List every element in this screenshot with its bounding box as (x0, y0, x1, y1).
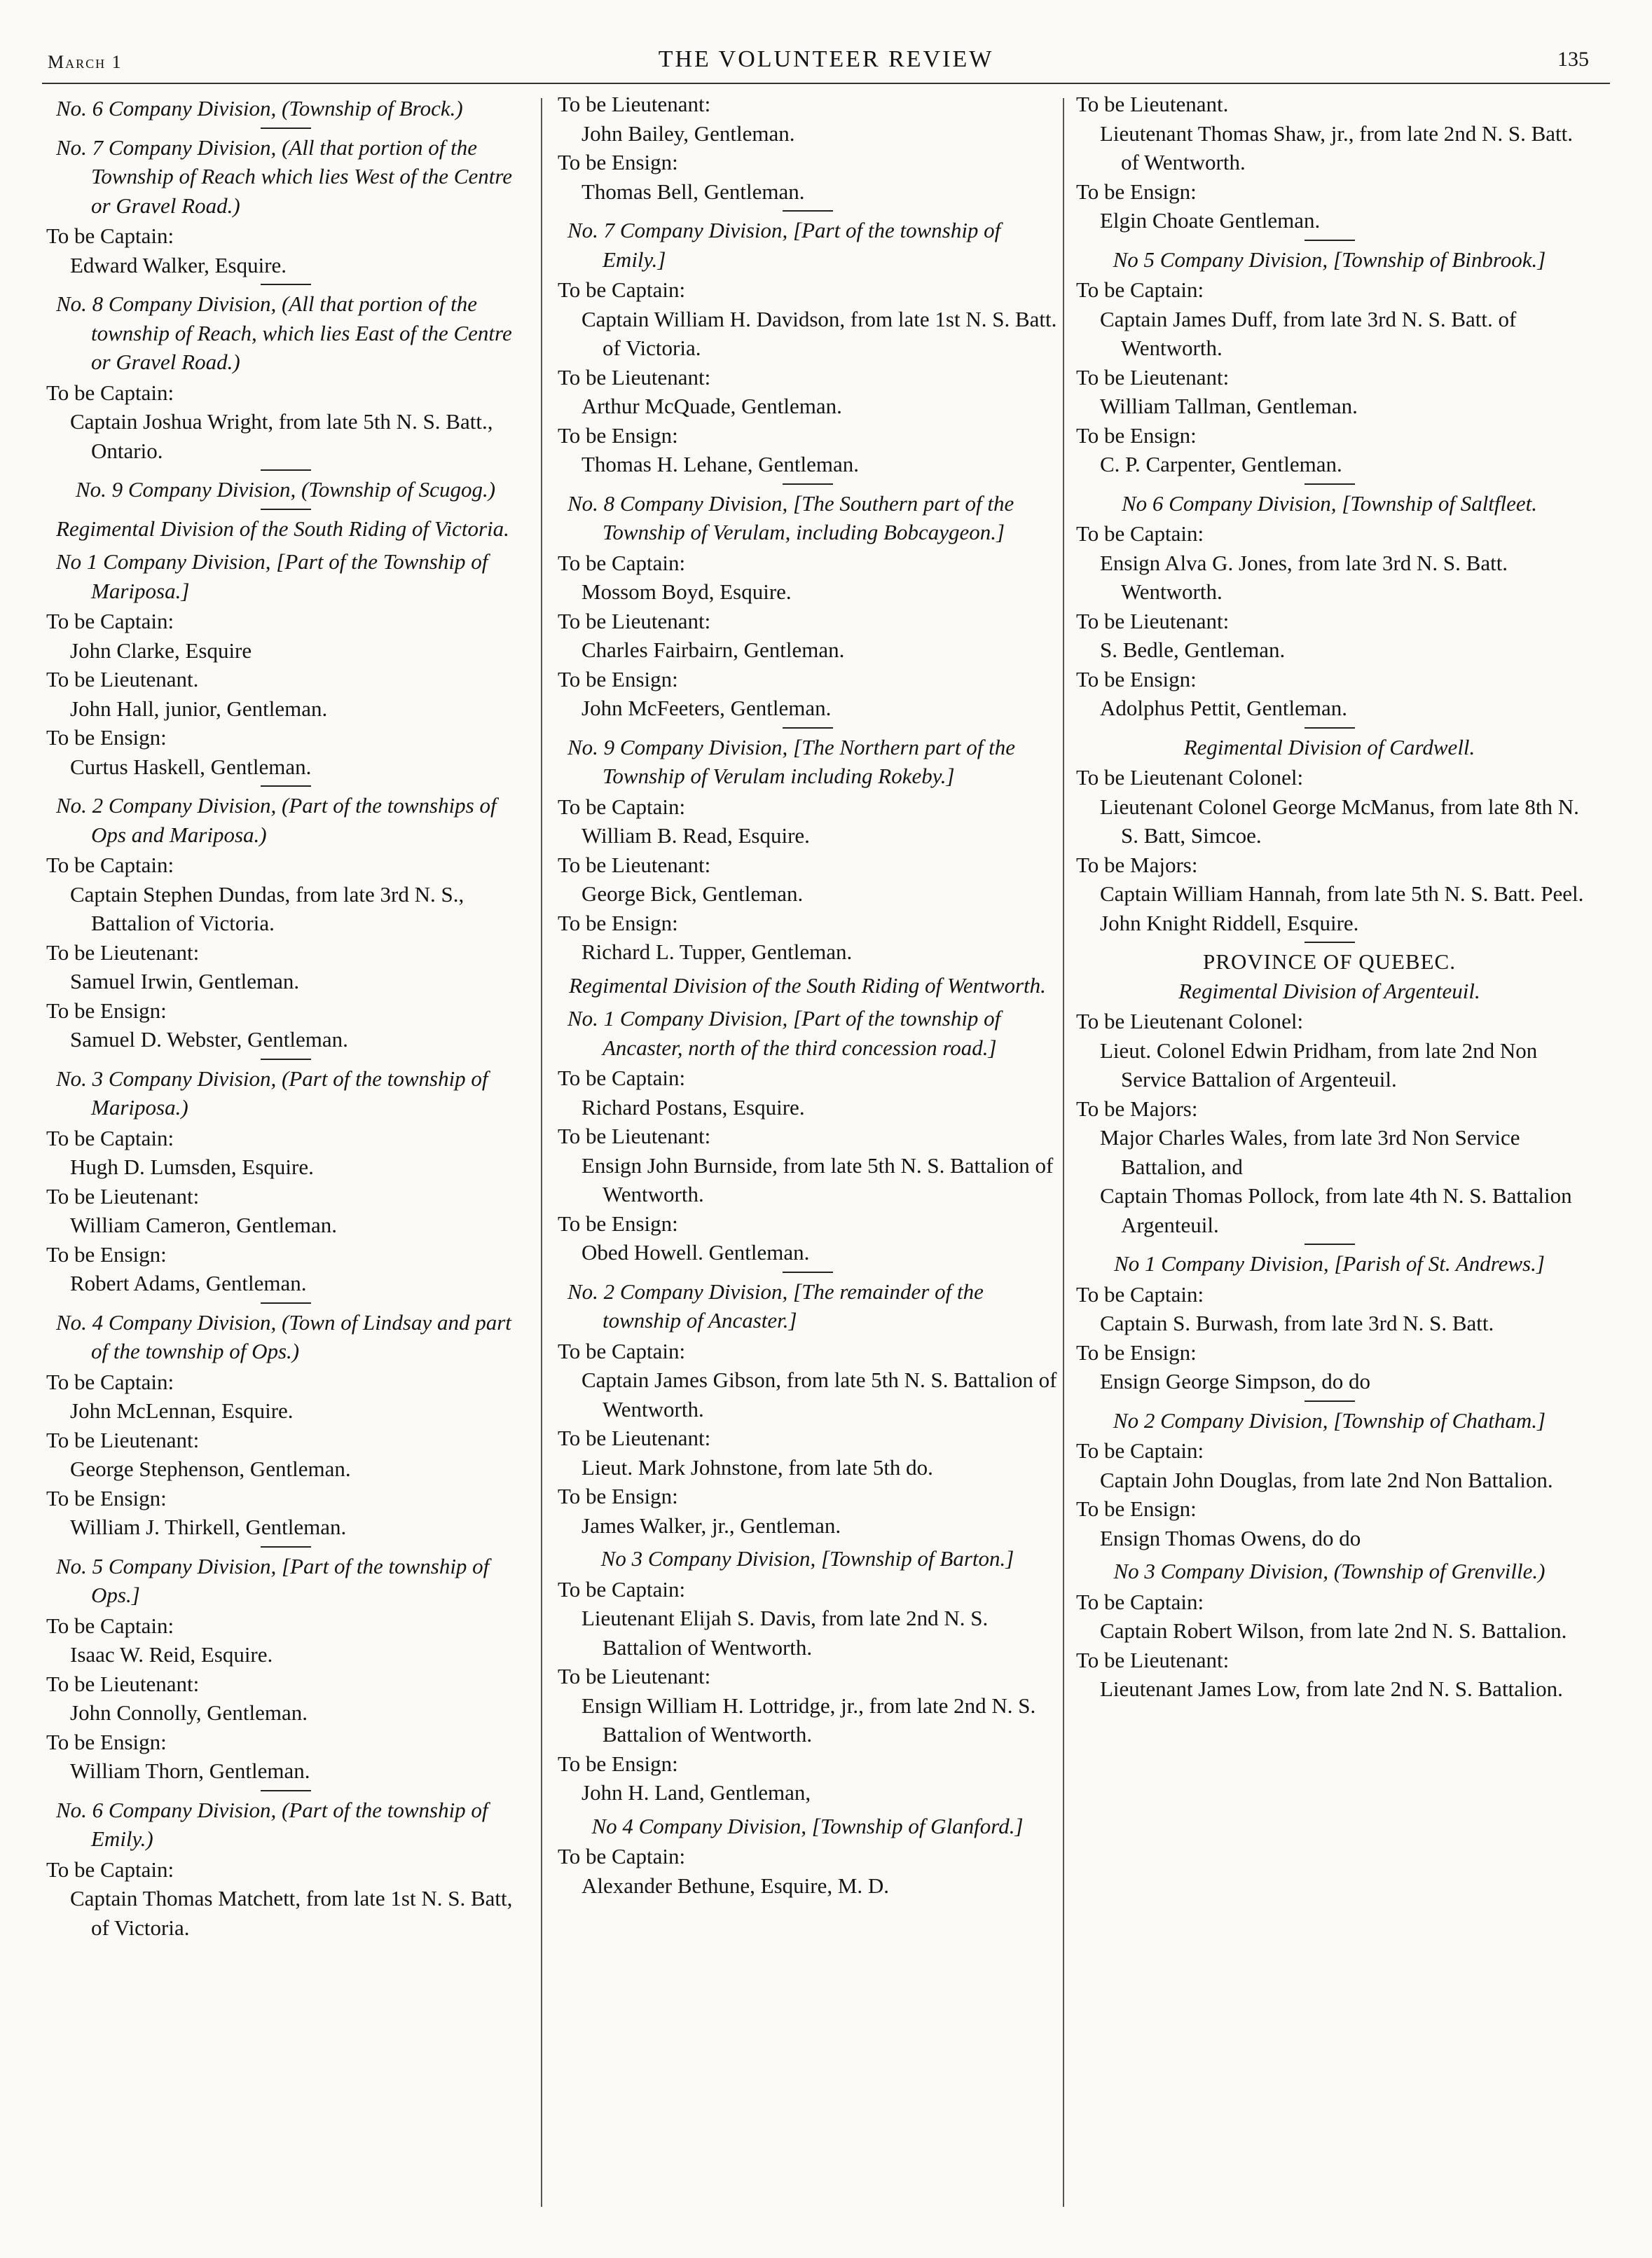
appointee: Thomas Bell, Gentleman. (581, 179, 805, 204)
appointment-label: To be Captain: (46, 1369, 174, 1394)
appointee: Lieut. Mark Johnstone, from late 5th do. (581, 1454, 933, 1480)
appointment-label: To be Lieutenant: (558, 608, 711, 633)
appointment-label: To be Captain: (46, 853, 174, 877)
appointee: Isaac W. Reid, Esquire. (70, 1642, 273, 1667)
division-heading: No. 7 Company Division, (All that portion of the Township of Reach which lies West of the Centre or Gravel Road.) (56, 135, 513, 218)
appointment-label: To be Lieutenant Colonel: (1076, 1009, 1304, 1033)
appointee: Richard L. Tupper, Gentleman. (581, 939, 853, 964)
appointee: Major Charles Wales, from late 3rd Non Service Battalion, and (1100, 1125, 1520, 1179)
appointee: William J. Thirkell, Gentleman. (70, 1515, 347, 1539)
section-divider (1305, 240, 1355, 241)
division-heading: No. 6 Company Division, (Township of Brock.) (56, 96, 463, 121)
appointment-label: To be Captain: (46, 1857, 174, 1882)
appointment-label: To be Captain: (558, 550, 686, 575)
appointee: Ensign Thomas Owens, do do (1100, 1525, 1361, 1550)
division-heading: No. 1 Company Division, [Part of the township of Ancaster, north of the third concession road.] (567, 1006, 1001, 1060)
appointee: George Bick, Gentleman. (581, 881, 804, 906)
section-divider (261, 1302, 311, 1304)
section-divider (261, 128, 311, 129)
section-divider (783, 210, 833, 212)
appointment-label: To be Lieutenant: (46, 1183, 200, 1209)
section-divider (783, 483, 833, 485)
appointee: Ensign George Simpson, do do (1100, 1369, 1371, 1393)
appointment-label: To be Ensign: (558, 910, 678, 935)
appointment-label: To be Captain: (558, 277, 686, 302)
division-heading: No. 7 Company Division, [Part of the township of Emily.] (567, 218, 1001, 272)
appointment-label: To be Lieutenant: (46, 1427, 200, 1452)
appointee: Mossom Boyd, Esquire. (581, 579, 792, 604)
appointment-label: To be Captain: (558, 794, 686, 819)
appointment-label: To be Ensign: (46, 1485, 167, 1510)
appointee: Captain Stephen Dundas, from late 3rd N. S., Battalion of Victoria. (70, 881, 464, 935)
header-rule (42, 83, 1610, 84)
section-divider (261, 1059, 311, 1060)
division-heading: No. 2 Company Division, (Part of the townships of Ops and Mariposa.) (56, 793, 497, 847)
division-heading: No 3 Company Division, (Township of Grenville.) (1113, 1559, 1546, 1583)
appointee: Alexander Bethune, Esquire, M. D. (581, 1873, 890, 1898)
section-divider (1305, 727, 1355, 729)
column-divider (1063, 98, 1064, 2207)
appointment-label: To be Ensign: (1076, 179, 1197, 204)
appointee: Curtus Haskell, Gentleman. (70, 754, 312, 779)
regiment-heading: Regimental Division of Argenteuil. (1178, 978, 1480, 1003)
division-heading: No 1 Company Division, [Part of the Township of Mariposa.] (56, 549, 488, 603)
appointment-label: To be Captain: (558, 1066, 686, 1090)
appointee: Edward Walker, Esquire. (70, 252, 287, 277)
division-heading: No. 5 Company Division, [Part of the township of Ops.] (56, 1553, 490, 1607)
page-header (42, 43, 1610, 78)
appointee: Ensign John Burnside, from late 5th N. S. Battalion of Wentworth. (581, 1152, 1054, 1206)
column-2 (553, 90, 1061, 2219)
appointment-label: To be Ensign: (558, 150, 678, 174)
section-divider (261, 1546, 311, 1548)
appointee: Lieutenant Elijah S. Davis, from late 2nd N. S. Battalion of Wentworth. (581, 1606, 989, 1660)
appointment-label: To be Captain: (558, 1844, 686, 1868)
appointee: John Knight Riddell, Esquire. (1100, 910, 1359, 935)
appointee: Elgin Choate Gentleman. (1100, 208, 1321, 233)
appointment-label: To be Captain: (1076, 277, 1204, 302)
appointment-label: To be Ensign: (558, 422, 678, 448)
appointment-label: To be Captain: (558, 1338, 686, 1363)
division-heading: No 6 Company Division, [Township of Saltfleet. (1121, 490, 1538, 516)
column-divider (541, 98, 542, 2207)
appointee: Charles Fairbairn, Gentleman. (581, 638, 845, 662)
appointee: Ensign William H. Lottridge, jr., from late 2nd N. S. Battalion of Wentworth. (581, 1693, 1036, 1747)
province-heading: PROVINCE OF QUEBEC. (1203, 949, 1456, 974)
division-heading: No. 3 Company Division, (Part of the township of Mariposa.) (56, 1066, 488, 1120)
appointee: Captain James Duff, from late 3rd N. S. Batt. of Wentworth. (1100, 306, 1517, 360)
appointee: S. Bedle, Gentleman. (1100, 638, 1286, 662)
section-divider (261, 1790, 311, 1791)
appointment-label: To be Lieutenant: (558, 92, 711, 116)
appointee: Obed Howell. Gentleman. (581, 1240, 810, 1265)
division-heading: No. 2 Company Division, [The remainder of the township of Ancaster.] (567, 1279, 984, 1333)
appointee: Samuel Irwin, Gentleman. (70, 969, 300, 993)
appointee: C. P. Carpenter, Gentleman. (1100, 452, 1342, 476)
appointee: Hugh D. Lumsden, Esquire. (70, 1155, 314, 1179)
section-divider (1305, 483, 1355, 485)
appointment-label: To be Captain: (558, 1576, 686, 1602)
division-heading: No 1 Company Division, [Parish of St. Andrews.] (1114, 1251, 1545, 1276)
division-heading: No 3 Company Division, [Township of Barton.] (600, 1546, 1014, 1571)
division-heading: No. 8 Company Division, [The Southern part of the Township of Verulam, including Bobcaygeon.] (567, 490, 1014, 544)
division-heading: No 5 Company Division, [Township of Binbrook.] (1113, 247, 1546, 272)
appointment-label: To be Ensign: (46, 1729, 167, 1754)
section-divider (261, 785, 311, 787)
publication-title: THE VOLUNTEER REVIEW (658, 46, 994, 72)
appointee: Lieutenant Thomas Shaw, jr., from late 2nd N. S. Batt. of Wentworth. (1100, 121, 1574, 174)
appointee: Lieutenant James Low, from late 2nd N. S. Battalion. (1100, 1677, 1563, 1701)
appointee: John McFeeters, Gentleman. (581, 696, 832, 720)
appointee: Richard Postans, Esquire. (581, 1094, 805, 1120)
appointment-label: To be Lieutenant: (558, 1124, 711, 1148)
appointee: Captain Joshua Wright, from late 5th N. S. Batt., Ontario. (70, 409, 493, 463)
section-divider (261, 284, 311, 285)
appointee: John Connolly, Gentleman. (70, 1700, 308, 1725)
appointment-label: To be Captain: (1076, 1281, 1204, 1307)
appointment-label: To be Captain: (46, 1613, 174, 1638)
division-heading: Regimental Division of Cardwell. (1183, 734, 1475, 759)
division-heading: No. 6 Company Division, (Part of the township of Emily.) (56, 1797, 488, 1851)
appointee: Captain Thomas Pollock, from late 4th N. S. Battalion Argenteuil. (1100, 1183, 1572, 1237)
appointee: Thomas H. Lehane, Gentleman. (581, 452, 859, 476)
appointment-label: To be Captain: (46, 223, 174, 248)
appointment-label: To be Lieutenant: (558, 364, 711, 390)
division-heading: No. 8 Company Division, (All that portion of the township of Reach, which lies East of the Centre or Gravel Road.) (56, 291, 512, 374)
appointee: William Thorn, Gentleman. (70, 1758, 310, 1783)
column-3 (1072, 90, 1587, 2219)
appointee: Ensign Alva G. Jones, from late 3rd N. S. Batt. Wentworth. (1100, 550, 1508, 604)
appointee: Captain S. Burwash, from late 3rd N. S. Batt. (1100, 1311, 1494, 1335)
appointee: Arthur McQuade, Gentleman. (581, 394, 842, 418)
appointment-label: To be Ensign: (1076, 666, 1197, 691)
division-heading: No. 4 Company Division, (Town of Lindsay and part of the township of Ops.) (56, 1309, 511, 1363)
appointment-label: To be Ensign: (1076, 422, 1197, 448)
issue-date: March 1 (48, 52, 123, 72)
appointment-label: To be Captain: (1076, 1589, 1204, 1614)
appointment-label: To be Captain: (46, 380, 174, 405)
division-heading: No. 9 Company Division, [The Northern part of the Township of Verulam including Rokeby.] (567, 734, 1015, 788)
appointee: Adolphus Pettit, Gentleman. (1100, 696, 1348, 720)
appointee: Captain William Hannah, from late 5th N. S. Batt. Peel. (1100, 881, 1584, 906)
appointee: George Stephenson, Gentleman. (70, 1457, 351, 1481)
division-heading: No. 9 Company Division, (Township of Scugog.) (75, 477, 496, 502)
appointment-label: To be Captain: (46, 609, 174, 633)
section-divider (783, 1272, 833, 1273)
appointee: Lieut. Colonel Edwin Pridham, from late 2nd Non Service Battalion of Argenteuil. (1100, 1038, 1538, 1092)
appointment-label: To be Lieutenant: (558, 1426, 711, 1450)
appointment-label: To be Ensign: (46, 725, 167, 750)
appointment-label: To be Ensign: (558, 666, 678, 691)
appointment-label: To be Lieutenant Colonel: (1076, 765, 1304, 790)
appointment-label: To be Ensign: (46, 1241, 167, 1267)
appointment-label: To be Lieutenant. (1076, 92, 1229, 116)
appointee: Captain William H. Davidson, from late 1st N. S. Batt. of Victoria. (581, 306, 1057, 360)
appointment-label: To be Captain: (46, 1125, 174, 1150)
appointee: William Cameron, Gentleman. (70, 1213, 337, 1237)
appointment-label: To be Ensign: (558, 1751, 678, 1776)
appointee: Captain James Gibson, from late 5th N. S. Battalion of Wentworth. (581, 1368, 1057, 1421)
appointment-label: To be Lieutenant: (1076, 1647, 1230, 1672)
appointee: Robert Adams, Gentleman. (70, 1271, 307, 1295)
appointment-label: To be Ensign: (1076, 1496, 1197, 1521)
appointment-label: To be Ensign: (558, 1211, 678, 1236)
appointee: Captain Thomas Matchett, from late 1st N. S. Batt, of Victoria. (70, 1886, 513, 1940)
appointment-label: To be Majors: (1076, 852, 1198, 877)
section-divider (1305, 1400, 1355, 1402)
section-divider (1305, 1244, 1355, 1245)
appointment-label: To be Lieutenant: (558, 852, 711, 877)
division-heading: No 2 Company Division, [Township of Chatham.] (1113, 1407, 1546, 1433)
appointee: Captain John Douglas, from late 2nd Non Battalion. (1100, 1467, 1553, 1492)
division-heading: No 4 Company Division, [Township of Glanford.] (591, 1813, 1024, 1838)
appointee: Captain Robert Wilson, from late 2nd N. S. Battalion. (1100, 1618, 1567, 1643)
appointee: Lieutenant Colonel George McManus, from late 8th N. S. Batt, Simcoe. (1100, 794, 1579, 848)
appointment-label: To be Lieutenant: (46, 1671, 200, 1696)
section-divider (783, 727, 833, 729)
appointee: John H. Land, Gentleman, (581, 1780, 811, 1805)
appointment-label: To be Ensign: (1076, 1340, 1197, 1365)
page-number: 135 (1557, 48, 1589, 71)
appointee: John Clarke, Esquire (70, 638, 252, 663)
division-heading: Regimental Division of the South Riding of Wentworth. (569, 972, 1046, 998)
column-1 (42, 90, 529, 2219)
appointee: James Walker, jr., Gentleman. (581, 1513, 841, 1538)
appointment-label: To be Lieutenant: (46, 939, 200, 965)
appointment-label: To be Captain: (1076, 1438, 1204, 1463)
appointee: William Tallman, Gentleman. (1100, 394, 1358, 418)
appointee: William B. Read, Esquire. (581, 823, 810, 848)
appointee: Samuel D. Webster, Gentleman. (70, 1027, 348, 1052)
appointment-label: To be Lieutenant: (1076, 364, 1230, 390)
division-heading: Regimental Division of the South Riding of Victoria. (56, 516, 509, 541)
section-divider (261, 509, 311, 510)
appointment-label: To be Lieutenant. (46, 667, 199, 691)
appointment-label: To be Ensign: (46, 998, 167, 1023)
section-divider (261, 469, 311, 471)
appointee: John Hall, junior, Gentleman. (70, 696, 328, 721)
appointee: John Bailey, Gentleman. (581, 121, 795, 146)
appointment-label: To be Captain: (1076, 521, 1204, 546)
appointment-label: To be Majors: (1076, 1096, 1198, 1121)
appointee: John McLennan, Esquire. (70, 1398, 294, 1423)
section-divider (1305, 942, 1355, 943)
appointment-label: To be Ensign: (558, 1484, 678, 1508)
appointment-label: To be Lieutenant: (1076, 608, 1230, 633)
appointment-label: To be Lieutenant: (558, 1664, 711, 1688)
